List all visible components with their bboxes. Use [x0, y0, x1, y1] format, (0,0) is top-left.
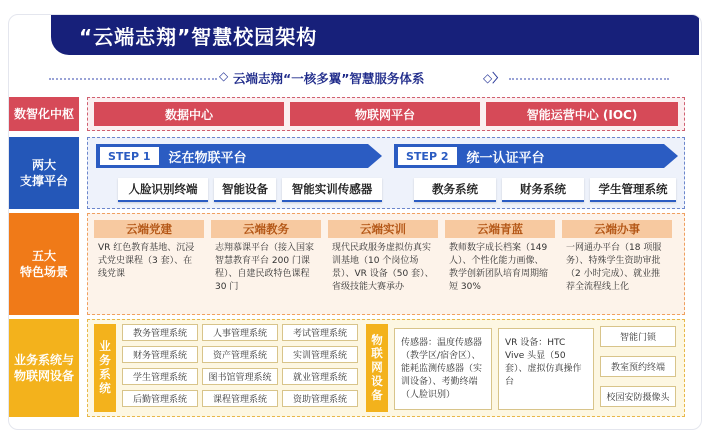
iot-label-char: 物: [371, 332, 383, 347]
title-banner: [51, 15, 699, 55]
scene-title: 云端办事: [562, 220, 672, 238]
row-label-support-line1: 两大: [31, 157, 56, 172]
core-item-iot-platform: 物联网平台: [290, 102, 480, 126]
system-tag: 实训管理系统: [282, 346, 358, 363]
system-tag: 课程管理系统: [202, 390, 278, 407]
sensors-box: 传感器：温度传感器（教学区/宿舍区）、能耗监测传感器（实训设备）、考勤终端（人脸识别）: [394, 328, 492, 410]
scene-desc: 一网通办平台（18 项服务）、特殊学生资助审批（2 小时完成）、就业推荐全流程线上化: [566, 243, 662, 293]
scene-desc: 教师数字成长档案（149 人）、个性化能力画像、教学创新团队培育周期缩短 30%: [449, 243, 549, 293]
scenes-row: [87, 213, 685, 315]
system-tag: 财务管理系统: [122, 346, 198, 363]
support-item-face-terminal: 人脸识别终端: [118, 178, 208, 202]
scene-title: 云端教务: [211, 220, 321, 238]
system-tag: 就业管理系统: [282, 368, 358, 385]
support-item-training-sensor: 智能实训传感器: [282, 178, 382, 202]
scene-card-teacher: [445, 220, 555, 308]
subtitle-row: [9, 65, 702, 91]
system-tag: 资产管理系统: [202, 346, 278, 363]
scene-card-academic: [211, 220, 321, 308]
row-label-core: 数智化中枢: [9, 97, 79, 131]
device-security-camera: 校园安防摄像头: [600, 386, 676, 407]
scene-card-service: [562, 220, 672, 308]
business-systems-vertical-label: [94, 324, 116, 412]
business-label-char: 务: [99, 353, 111, 368]
iot-label-char: 设: [371, 373, 383, 388]
scene-desc: 志翔慕课平台（接入国家智慧教育平台 200 门课程）、自建民政特色课程 30 门: [215, 243, 315, 293]
business-row: [87, 319, 685, 417]
subtitle-divider-right: [509, 78, 669, 80]
step-1-name: 泛在物联平台: [168, 150, 247, 166]
step-2-tag: STEP 2: [398, 147, 457, 165]
support-row: [87, 137, 685, 209]
system-tag: 考试管理系统: [282, 324, 358, 341]
system-tag: 图书馆管理系统: [202, 368, 278, 385]
row-label-scenes-line2: 特色场景: [19, 265, 68, 279]
row-label-business: [9, 319, 79, 417]
diamond-icon-left: ◇: [219, 69, 229, 83]
system-tag: 后勤管理系统: [122, 390, 198, 407]
double-chevron-icon-right: ◇〉: [483, 71, 505, 85]
iot-label-char: 备: [371, 387, 383, 402]
iot-devices-vertical-label: [366, 324, 388, 412]
row-label-scenes: [9, 213, 79, 315]
step-1-bar: [96, 144, 368, 168]
scene-title: 云端党建: [94, 220, 204, 238]
business-label-char: 系: [99, 367, 111, 381]
scene-title: 云端实训: [328, 220, 438, 238]
system-tag: 人事管理系统: [202, 324, 278, 341]
core-item-data-center: 数据中心: [94, 102, 284, 126]
row-label-business-line2: 物联网设备: [13, 369, 74, 383]
support-item-student-system: 学生管理系统: [590, 178, 676, 202]
business-label-char: 业: [99, 339, 111, 354]
subtitle-divider-left: [49, 78, 217, 80]
row-label-business-line1: 业务系统与: [13, 352, 74, 367]
row-label-scenes-line1: 五大: [31, 248, 56, 263]
row-label-support-line2: 支撑平台: [19, 174, 68, 188]
system-tag: 学生管理系统: [122, 368, 198, 385]
system-tag: 资助管理系统: [282, 390, 358, 407]
system-tag: 教务管理系统: [122, 324, 198, 341]
step-2-bar: [394, 144, 664, 168]
scene-card-party: [94, 220, 204, 308]
iot-label-char: 网: [371, 360, 383, 375]
architecture-card: [8, 14, 702, 430]
device-classroom-booking: 教室预约终端: [600, 356, 676, 377]
support-item-smart-device: 智能设备: [214, 178, 276, 202]
business-label-char: 统: [99, 380, 111, 395]
support-item-finance-system: 财务系统: [502, 178, 584, 202]
scene-desc: VR 红色教育基地、沉浸式党史课程（3 套）、在线党课: [98, 243, 195, 280]
step-2-name: 统一认证平台: [466, 150, 545, 166]
device-smart-lock: 智能门锁: [600, 326, 676, 347]
core-row: [87, 97, 685, 131]
step-1-tag: STEP 1: [100, 147, 159, 165]
scene-card-training: [328, 220, 438, 308]
scene-title: 云端青蓝: [445, 220, 555, 238]
page-title: “云端志翔”智慧校园架构: [79, 25, 318, 49]
vr-devices-box: VR 设备：HTC Vive 头显（50 套）、虚拟仿真操作台: [498, 328, 594, 410]
iot-label-char: 联: [371, 346, 383, 361]
support-item-academic-system: 教务系统: [414, 178, 496, 202]
core-item-ioc: 智能运营中心 (IOC): [486, 102, 678, 126]
scene-desc: 现代民政服务虚拟仿真实训基地（10 个岗位场景）、VR 设备（50 套）、省级技能大赛承办: [332, 243, 434, 293]
subtitle: 云端志翔“一核多翼”智慧服务体系: [233, 71, 425, 86]
row-label-support: [9, 137, 79, 209]
